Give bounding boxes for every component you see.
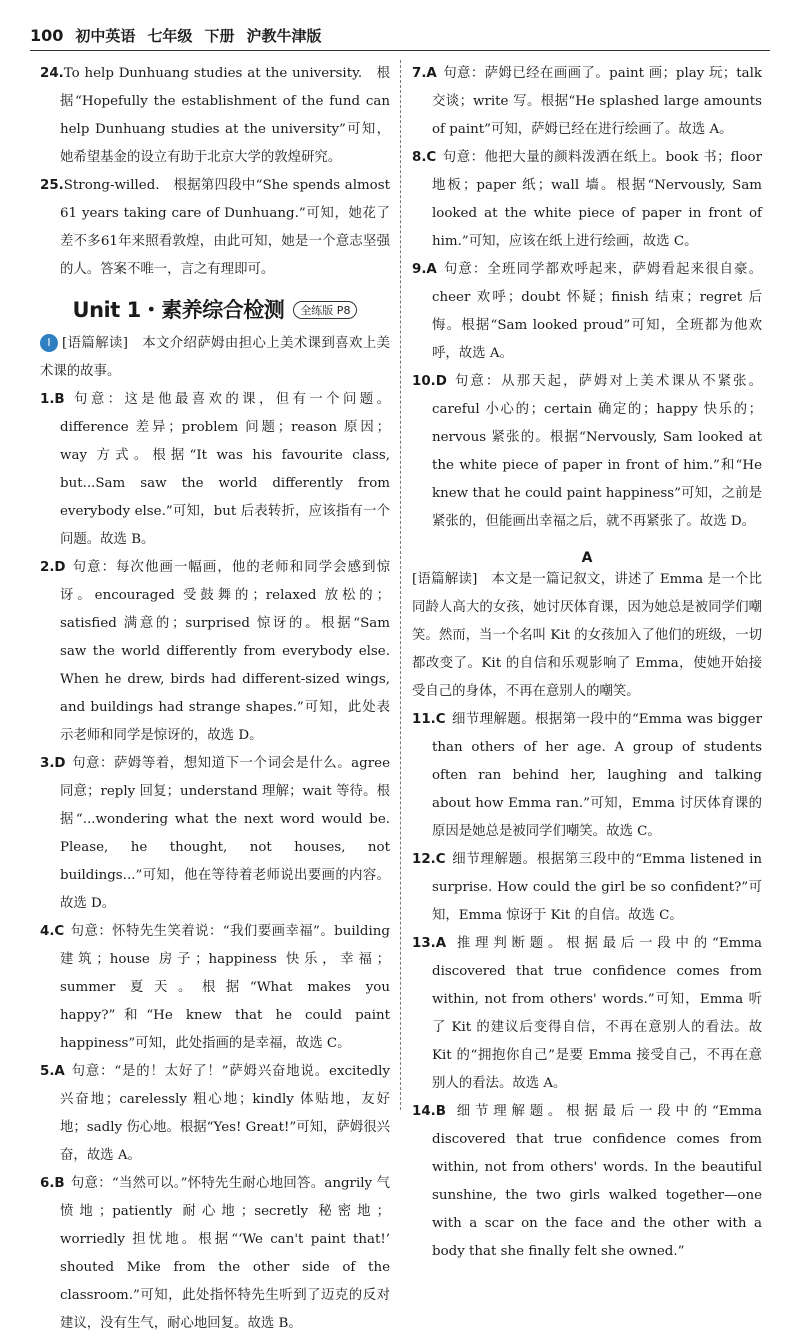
answer-14: [412, 1098, 762, 1266]
answer-explanation: 细节理解题。根据第三段中的“Emma listened in surprise. How could the girl be so confident?”可知，Emma 惊讶于 Kit 的自信。故选 C。: [432, 852, 762, 923]
answer-explanation: 句意：他把大量的颜料泼洒在纸上。book 书；floor 地板；paper 纸；wall 墙。根据“Nervously, Sam looked at the white piece of paper in front of him.”可知，应该在纸上进行绘画，故选 C。: [432, 150, 762, 249]
answer-key: 12.C: [412, 852, 446, 867]
answer-13: [412, 930, 762, 1098]
answer-12: [412, 846, 762, 930]
section-intro-text: [语篇解读] 本文介绍萨姆由担心上美术课到喜欢上美术课的故事。: [40, 336, 390, 379]
section-intro: [40, 330, 390, 386]
grade-label: 七年级: [147, 26, 193, 45]
answer-6: [40, 1170, 390, 1338]
answer-number: 24.: [40, 66, 64, 81]
answer-8: [412, 144, 762, 256]
section-a-intro: [语篇解读] 本文是一篇记叙文，讲述了 Emma 是一个比同龄人高大的女孩，她讨厌体育课，因为她总是被同学们嘲笑。然而，当一个名叫 Kit 的女孩加入了他们的班级，一切都改变了。Kit 的自信和乐观影响了 Emma，使她开始接受自己的身体，不再在意别人的嘲笑。: [412, 572, 762, 699]
answer-10: [412, 368, 762, 536]
answer-25: [40, 172, 390, 284]
unit-title-text: Unit 1・素养综合检测: [72, 298, 285, 322]
answer-key: 3.D: [40, 756, 66, 771]
answer-text: Strong-willed. 根据第四段中“She spends almost 61 years taking care of Dunhuang.”可知，她花了差不多61年来照看敦煌，由此可知，她是一个意志坚强的人。答案不唯一，言之有理即可。: [60, 178, 390, 277]
answer-4: [40, 918, 390, 1058]
answer-key: 8.C: [412, 150, 437, 165]
answer-11: [412, 706, 762, 846]
answer-explanation: 句意：“是的！太好了！”萨姆兴奋地说。excitedly 兴奋地；carelessly 粗心地；kindly 体贴地，友好地；sadly 伤心地。根据“Yes! Great!”可知，萨姆很兴奋，故选 A。: [60, 1064, 390, 1163]
answer-explanation: 句意：怀特先生笑着说：“我们要画幸福”。building 建筑；house 房子；happiness 快乐，幸福；summer 夏天。根据“What makes you happy?”和“He knew that he could paint happiness”可知，此处指画的是幸福，故选 C。: [60, 924, 390, 1051]
answer-explanation: 句意：每次他画一幅画，他的老师和同学会感到惊讶。encouraged 受鼓舞的；relaxed 放松的；satisfied 满意的；surprised 惊讶的。根据“Sam saw the world differently from everybody else. When he drew, birds had different-sized wings, and buildings had strange shapes.”可知，此处表示老师和同学是惊讶的，故选 D。: [60, 560, 390, 743]
answer-explanation: 句意：萨姆等着，想知道下一个词会是什么。agree 同意；reply 回复；understand 理解；wait 等待。根据“...wondering what the next word would be. Please, he thought, not houses, not buildings...”可知，他在等待着老师说出要画的内容。故选 D。: [60, 756, 390, 911]
answer-1: [40, 386, 390, 554]
book-title: 初中英语: [75, 26, 136, 45]
answer-key: 2.D: [40, 560, 66, 575]
answer-key: 9.A: [412, 262, 437, 277]
answer-key: 14.B: [412, 1104, 446, 1119]
section-a-heading: A: [581, 550, 593, 566]
answer-3: [40, 750, 390, 918]
answer-2: [40, 554, 390, 750]
column-divider: [400, 60, 401, 1110]
answer-key: 11.C: [412, 712, 446, 727]
volume-label: 下册: [204, 26, 235, 45]
answer-number: 25.: [40, 178, 64, 193]
answer-key: 13.A: [412, 936, 447, 951]
page-header: [30, 20, 770, 51]
answer-key: 1.B: [40, 392, 65, 407]
answer-7: [412, 60, 762, 144]
answer-5: [40, 1058, 390, 1170]
right-column: [412, 60, 762, 1266]
answer-explanation: 句意：萨姆已经在画画了。paint 画；play 玩；talk 交谈；write 写。根据“He splashed large amounts of paint”可知，萨姆已经在进行绘画了。故选 A。: [432, 66, 762, 137]
answer-explanation: 句意：全班同学都欢呼起来，萨姆看起来很自豪。cheer 欢呼；doubt 怀疑；finish 结束；regret 后悔。根据“Sam looked proud”可知，全班都为他欢呼，故选 A。: [432, 262, 762, 361]
answer-explanation: 推理判断题。根据最后一段中的“Emma discovered that true confidence comes from within, not from others' words.”可知，Emma 听了 Kit 的建议后变得自信，不再在意别人的看法。故 Kit 的“拥抱你自己”是要 Emma 接受自己，不再在意别人的看法。故选 A。: [432, 936, 762, 1091]
answer-key: 7.A: [412, 66, 437, 81]
answer-explanation: 句意：“当然可以。”怀特先生耐心地回答。angrily 气愤地；patiently 耐心地；secretly 秘密地；worriedly 担忧地。根据“‘We can't paint that!’ shouted Mike from the other side of the classroom.”可知，此处指怀特先生听到了迈克的反对建议，没有生气，耐心地回复。故选 B。: [60, 1176, 390, 1331]
edition-label: 沪教牛津版: [246, 26, 322, 45]
unit-title: [40, 294, 390, 324]
page-number: 100: [30, 25, 64, 45]
answer-key: 6.B: [40, 1176, 65, 1191]
practice-reference-badge: 全练版 P8: [293, 301, 357, 319]
answer-9: [412, 256, 762, 368]
answer-key: 4.C: [40, 924, 65, 939]
answer-text: To help Dunhuang studies at the university. 根据“Hopefully the establishment of the fund can help Dunhuang studies at the university”可知，她希望基金的设立有助于北京大学的敦煌研究。: [60, 66, 390, 165]
answer-explanation: 细节理解题。根据最后一段中的“Emma discovered that true confidence comes from within, not from others' words. In the beautiful sunshine, the two girls walked together—one with a scar on the face and the other with a body that she finally felt she owned.”: [432, 1104, 762, 1259]
answer-key: 10.D: [412, 374, 447, 389]
answer-key: 5.A: [40, 1064, 65, 1079]
answer-24: [40, 60, 390, 172]
roman-numeral-badge: Ⅰ: [40, 334, 58, 352]
answer-explanation: 句意：这是他最喜欢的课，但有一个问题。difference 差异；problem 问题；reason 原因；way 方式。根据“It was his favourite class, but...Sam saw the world differently from everybody else.”可知，but 后表转折，应该指有一个问题。故选 B。: [60, 392, 390, 547]
answer-explanation: 句意：从那天起，萨姆对上美术课从不紧张。careful 小心的；certain 确定的；happy 快乐的；nervous 紧张的。根据“Nervously, Sam looked at the white piece of paper in front of him.”和“He knew that he could paint happiness”可知，之前是紧张的，但能画出幸福之后，就不再紧张了。故选 D。: [432, 374, 762, 529]
left-column: [40, 60, 390, 1338]
answer-explanation: 细节理解题。根据第一段中的“Emma was bigger than others of her age. A group of students often ran behind her, laughing and talking about how Emma ran.”可知，Emma 讨厌体育课的原因是她总是被同学们嘲笑。故选 C。: [432, 712, 762, 839]
